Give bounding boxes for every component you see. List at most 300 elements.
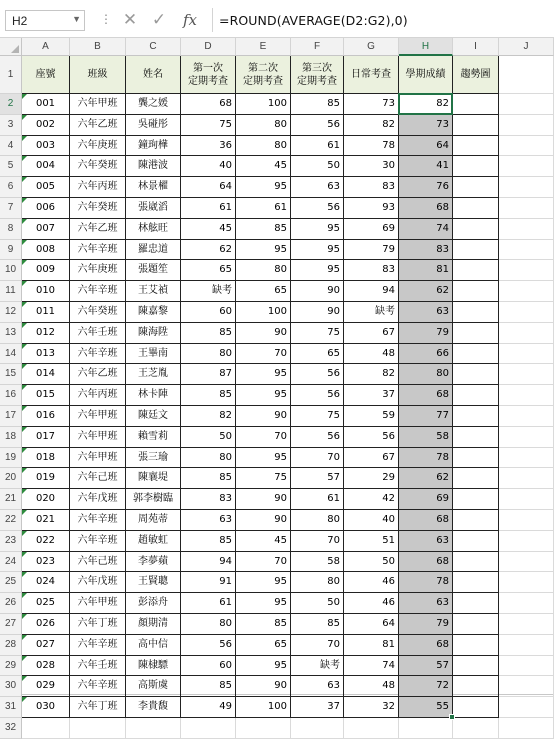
cell[interactable] xyxy=(499,614,554,635)
data-cell[interactable]: 83 xyxy=(344,177,399,198)
grade-cell[interactable]: 79 xyxy=(399,323,453,344)
cell[interactable] xyxy=(499,572,554,593)
row-header-19[interactable]: 19 xyxy=(0,448,22,469)
data-cell[interactable]: 93 xyxy=(344,198,399,219)
data-cell[interactable]: 60 xyxy=(181,656,236,677)
grade-cell[interactable]: 63 xyxy=(399,593,453,614)
fill-handle[interactable] xyxy=(449,714,455,720)
data-cell[interactable]: 63 xyxy=(291,177,344,198)
data-cell[interactable]: 56 xyxy=(291,385,344,406)
grade-cell[interactable]: 68 xyxy=(399,552,453,573)
grade-cell[interactable]: 64 xyxy=(399,136,453,157)
sparkline-cell[interactable] xyxy=(453,115,499,136)
data-cell[interactable]: 85 xyxy=(291,614,344,635)
cell[interactable] xyxy=(499,302,554,323)
cell[interactable] xyxy=(499,489,554,510)
data-cell[interactable]: 56 xyxy=(291,364,344,385)
data-cell[interactable]: 95 xyxy=(236,656,291,677)
chevron-down-icon[interactable]: ▼ xyxy=(72,14,81,24)
row-header-3[interactable]: 3 xyxy=(0,115,22,136)
data-cell[interactable]: 張崴滔 xyxy=(126,198,181,219)
data-cell[interactable]: 六年乙班 xyxy=(70,115,126,136)
data-cell[interactable]: 95 xyxy=(236,240,291,261)
grade-cell[interactable]: 73 xyxy=(399,115,453,136)
cell[interactable] xyxy=(181,718,236,739)
data-cell[interactable]: 80 xyxy=(236,136,291,157)
cell[interactable] xyxy=(499,385,554,406)
column-header-g[interactable]: G xyxy=(344,38,399,56)
data-cell[interactable]: 80 xyxy=(291,572,344,593)
header-cell[interactable] xyxy=(399,56,453,94)
cell[interactable] xyxy=(499,697,554,718)
grade-cell[interactable]: 68 xyxy=(399,510,453,531)
sparkline-cell[interactable] xyxy=(453,198,499,219)
data-cell[interactable]: 100 xyxy=(236,697,291,718)
data-cell[interactable]: 六年甲班 xyxy=(70,427,126,448)
data-cell[interactable]: 30 xyxy=(344,156,399,177)
data-cell[interactable]: 40 xyxy=(344,510,399,531)
header-cell[interactable] xyxy=(236,56,291,94)
data-cell[interactable]: 56 xyxy=(291,115,344,136)
cell[interactable] xyxy=(499,427,554,448)
data-cell[interactable]: 020 xyxy=(22,489,70,510)
data-cell[interactable]: 40 xyxy=(181,156,236,177)
data-cell[interactable]: 008 xyxy=(22,240,70,261)
data-cell[interactable]: 014 xyxy=(22,364,70,385)
data-cell[interactable]: 95 xyxy=(236,448,291,469)
data-cell[interactable]: 70 xyxy=(291,531,344,552)
row-header-14[interactable]: 14 xyxy=(0,344,22,365)
data-cell[interactable]: 64 xyxy=(181,177,236,198)
data-cell[interactable]: 46 xyxy=(344,572,399,593)
sparkline-cell[interactable] xyxy=(453,552,499,573)
data-cell[interactable]: 46 xyxy=(344,593,399,614)
data-cell[interactable]: 48 xyxy=(344,344,399,365)
formula-input[interactable] xyxy=(212,8,552,32)
fx-icon[interactable]: fx xyxy=(182,11,197,29)
row-header-23[interactable]: 23 xyxy=(0,531,22,552)
data-cell[interactable]: 90 xyxy=(236,510,291,531)
data-cell[interactable]: 六年丙班 xyxy=(70,385,126,406)
data-cell[interactable]: 36 xyxy=(181,136,236,157)
data-cell[interactable]: 六年辛班 xyxy=(70,240,126,261)
grade-cell[interactable]: 72 xyxy=(399,676,453,697)
grade-cell[interactable]: 81 xyxy=(399,260,453,281)
grade-cell[interactable]: 77 xyxy=(399,406,453,427)
grade-cell[interactable]: 62 xyxy=(399,281,453,302)
data-cell[interactable]: 63 xyxy=(181,510,236,531)
check-icon[interactable]: ✓ xyxy=(151,10,167,30)
data-cell[interactable]: 鐘珣樺 xyxy=(126,136,181,157)
cell[interactable] xyxy=(499,552,554,573)
sparkline-cell[interactable] xyxy=(453,240,499,261)
row-header-22[interactable]: 22 xyxy=(0,510,22,531)
row-header-20[interactable]: 20 xyxy=(0,468,22,489)
data-cell[interactable]: 95 xyxy=(291,240,344,261)
cell[interactable] xyxy=(499,156,554,177)
data-cell[interactable]: 80 xyxy=(181,448,236,469)
sparkline-cell[interactable] xyxy=(453,614,499,635)
data-cell[interactable]: 006 xyxy=(22,198,70,219)
data-cell[interactable]: 56 xyxy=(291,427,344,448)
data-cell[interactable]: 70 xyxy=(291,448,344,469)
data-cell[interactable]: 016 xyxy=(22,406,70,427)
data-cell[interactable]: 75 xyxy=(291,406,344,427)
cell[interactable] xyxy=(499,656,554,677)
data-cell[interactable]: 94 xyxy=(181,552,236,573)
sparkline-cell[interactable] xyxy=(453,448,499,469)
data-cell[interactable]: 37 xyxy=(344,385,399,406)
data-cell[interactable]: 85 xyxy=(291,94,344,115)
data-cell[interactable]: 022 xyxy=(22,531,70,552)
data-cell[interactable]: 六年癸班 xyxy=(70,198,126,219)
row-header-31[interactable]: 31 xyxy=(0,697,22,718)
data-cell[interactable]: 六年丁班 xyxy=(70,697,126,718)
data-cell[interactable]: 吳碰彤 xyxy=(126,115,181,136)
cell[interactable] xyxy=(499,94,554,115)
data-cell[interactable]: 024 xyxy=(22,572,70,593)
data-cell[interactable]: 83 xyxy=(181,489,236,510)
data-cell[interactable]: 六年壬班 xyxy=(70,656,126,677)
data-cell[interactable]: 95 xyxy=(236,177,291,198)
data-cell[interactable]: 王艾禎 xyxy=(126,281,181,302)
data-cell[interactable]: 018 xyxy=(22,448,70,469)
cancel-icon[interactable]: ✕ xyxy=(122,10,138,30)
data-cell[interactable]: 45 xyxy=(236,531,291,552)
sparkline-cell[interactable] xyxy=(453,656,499,677)
data-cell[interactable]: 74 xyxy=(344,656,399,677)
grade-cell[interactable]: 57 xyxy=(399,656,453,677)
column-header-h[interactable]: H xyxy=(399,38,453,56)
data-cell[interactable]: 56 xyxy=(291,198,344,219)
data-cell[interactable]: 61 xyxy=(291,136,344,157)
row-header-28[interactable]: 28 xyxy=(0,635,22,656)
data-cell[interactable]: 六年癸班 xyxy=(70,302,126,323)
data-cell[interactable]: 007 xyxy=(22,219,70,240)
cell[interactable] xyxy=(499,177,554,198)
data-cell[interactable]: 90 xyxy=(236,406,291,427)
data-cell[interactable]: 王畢南 xyxy=(126,344,181,365)
data-cell[interactable]: 82 xyxy=(181,406,236,427)
grade-cell[interactable]: 41 xyxy=(399,156,453,177)
data-cell[interactable]: 79 xyxy=(344,240,399,261)
data-cell[interactable]: 95 xyxy=(236,385,291,406)
data-cell[interactable]: 025 xyxy=(22,593,70,614)
data-cell[interactable]: 91 xyxy=(181,572,236,593)
cell[interactable] xyxy=(399,718,453,739)
cell[interactable] xyxy=(70,718,126,739)
data-cell[interactable]: 67 xyxy=(344,448,399,469)
data-cell[interactable]: 王芝胤 xyxy=(126,364,181,385)
column-header-c[interactable]: C xyxy=(126,38,181,56)
row-header-4[interactable]: 4 xyxy=(0,136,22,157)
row-header-5[interactable]: 5 xyxy=(0,156,22,177)
data-cell[interactable]: 六年辛班 xyxy=(70,510,126,531)
data-cell[interactable]: 六年甲班 xyxy=(70,406,126,427)
data-cell[interactable]: 85 xyxy=(181,323,236,344)
data-cell[interactable]: 57 xyxy=(291,468,344,489)
data-cell[interactable]: 82 xyxy=(344,364,399,385)
grade-cell[interactable]: 55 xyxy=(399,697,453,718)
data-cell[interactable]: 029 xyxy=(22,676,70,697)
sparkline-cell[interactable] xyxy=(453,635,499,656)
data-cell[interactable]: 023 xyxy=(22,552,70,573)
data-cell[interactable]: 56 xyxy=(181,635,236,656)
data-cell[interactable]: 50 xyxy=(344,552,399,573)
data-cell[interactable]: 50 xyxy=(291,593,344,614)
data-cell[interactable]: 61 xyxy=(291,489,344,510)
column-header-j[interactable]: J xyxy=(499,38,554,56)
data-cell[interactable]: 彭添舟 xyxy=(126,593,181,614)
data-cell[interactable]: 001 xyxy=(22,94,70,115)
grade-cell[interactable]: 78 xyxy=(399,448,453,469)
data-cell[interactable]: 六年戊班 xyxy=(70,572,126,593)
sparkline-cell[interactable] xyxy=(453,344,499,365)
data-cell[interactable]: 六年庚班 xyxy=(70,260,126,281)
cell[interactable] xyxy=(499,115,554,136)
data-cell[interactable]: 六年庚班 xyxy=(70,136,126,157)
cell[interactable] xyxy=(344,718,399,739)
sparkline-cell[interactable] xyxy=(453,510,499,531)
data-cell[interactable]: 80 xyxy=(236,115,291,136)
cell[interactable] xyxy=(499,468,554,489)
data-cell[interactable]: 六年辛班 xyxy=(70,676,126,697)
data-cell[interactable]: 周苑蒂 xyxy=(126,510,181,531)
data-cell[interactable]: 張三瑜 xyxy=(126,448,181,469)
data-cell[interactable]: 趙敏虹 xyxy=(126,531,181,552)
data-cell[interactable]: 005 xyxy=(22,177,70,198)
sparkline-cell[interactable] xyxy=(453,697,499,718)
data-cell[interactable]: 65 xyxy=(291,344,344,365)
data-cell[interactable]: 陳海陞 xyxy=(126,323,181,344)
data-cell[interactable]: 011 xyxy=(22,302,70,323)
data-cell[interactable]: 缺考 xyxy=(291,656,344,677)
data-cell[interactable]: 85 xyxy=(181,531,236,552)
grade-cell[interactable]: 68 xyxy=(399,635,453,656)
row-header-29[interactable]: 29 xyxy=(0,656,22,677)
column-header-f[interactable]: F xyxy=(291,38,344,56)
cell[interactable] xyxy=(499,364,554,385)
data-cell[interactable]: 028 xyxy=(22,656,70,677)
header-cell[interactable] xyxy=(181,56,236,94)
row-header-11[interactable]: 11 xyxy=(0,281,22,302)
data-cell[interactable]: 85 xyxy=(181,676,236,697)
data-cell[interactable]: 67 xyxy=(344,323,399,344)
data-cell[interactable]: 50 xyxy=(181,427,236,448)
data-cell[interactable]: 90 xyxy=(291,302,344,323)
data-cell[interactable]: 012 xyxy=(22,323,70,344)
row-header-6[interactable]: 6 xyxy=(0,177,22,198)
data-cell[interactable]: 73 xyxy=(344,94,399,115)
data-cell[interactable]: 90 xyxy=(236,676,291,697)
row-header-10[interactable]: 10 xyxy=(0,260,22,281)
cell[interactable] xyxy=(499,240,554,261)
data-cell[interactable]: 59 xyxy=(344,406,399,427)
data-cell[interactable]: 58 xyxy=(291,552,344,573)
data-cell[interactable]: 六年甲班 xyxy=(70,593,126,614)
data-cell[interactable]: 70 xyxy=(236,344,291,365)
data-cell[interactable]: 32 xyxy=(344,697,399,718)
data-cell[interactable]: 賴雪莉 xyxy=(126,427,181,448)
data-cell[interactable]: 六年己班 xyxy=(70,468,126,489)
sparkline-cell[interactable] xyxy=(453,489,499,510)
data-cell[interactable]: 83 xyxy=(344,260,399,281)
sparkline-cell[interactable] xyxy=(453,177,499,198)
sparkline-cell[interactable] xyxy=(453,406,499,427)
cell[interactable] xyxy=(499,593,554,614)
cell[interactable] xyxy=(499,260,554,281)
data-cell[interactable]: 林景櫂 xyxy=(126,177,181,198)
data-cell[interactable]: 004 xyxy=(22,156,70,177)
data-cell[interactable]: 42 xyxy=(344,489,399,510)
data-cell[interactable]: 026 xyxy=(22,614,70,635)
grade-cell[interactable]: 82 xyxy=(399,94,453,115)
data-cell[interactable]: 100 xyxy=(236,302,291,323)
data-cell[interactable]: 缺考 xyxy=(344,302,399,323)
data-cell[interactable]: 015 xyxy=(22,385,70,406)
data-cell[interactable]: 顏期清 xyxy=(126,614,181,635)
data-cell[interactable]: 65 xyxy=(236,635,291,656)
row-header-25[interactable]: 25 xyxy=(0,572,22,593)
grade-cell[interactable]: 63 xyxy=(399,531,453,552)
data-cell[interactable]: 90 xyxy=(236,489,291,510)
data-cell[interactable]: 六年辛班 xyxy=(70,531,126,552)
data-cell[interactable]: 陳嘉黎 xyxy=(126,302,181,323)
data-cell[interactable]: 70 xyxy=(291,635,344,656)
data-cell[interactable]: 75 xyxy=(236,468,291,489)
data-cell[interactable]: 六年辛班 xyxy=(70,635,126,656)
grade-cell[interactable]: 68 xyxy=(399,385,453,406)
data-cell[interactable]: 95 xyxy=(291,260,344,281)
column-header-e[interactable]: E xyxy=(236,38,291,56)
grade-cell[interactable]: 79 xyxy=(399,614,453,635)
data-cell[interactable]: 六年戊班 xyxy=(70,489,126,510)
data-cell[interactable]: 高斯虞 xyxy=(126,676,181,697)
data-cell[interactable]: 陳廷文 xyxy=(126,406,181,427)
data-cell[interactable]: 78 xyxy=(344,136,399,157)
row-header-32[interactable]: 32 xyxy=(0,718,22,739)
sparkline-cell[interactable] xyxy=(453,427,499,448)
cell[interactable] xyxy=(499,718,554,739)
sparkline-cell[interactable] xyxy=(453,302,499,323)
data-cell[interactable]: 80 xyxy=(236,260,291,281)
row-header-12[interactable]: 12 xyxy=(0,302,22,323)
cell[interactable] xyxy=(499,676,554,697)
data-cell[interactable]: 缺考 xyxy=(181,281,236,302)
data-cell[interactable]: 95 xyxy=(236,572,291,593)
data-cell[interactable]: 61 xyxy=(181,198,236,219)
data-cell[interactable]: 009 xyxy=(22,260,70,281)
sparkline-cell[interactable] xyxy=(453,156,499,177)
sparkline-cell[interactable] xyxy=(453,531,499,552)
header-cell[interactable] xyxy=(126,56,181,94)
row-header-13[interactable]: 13 xyxy=(0,323,22,344)
data-cell[interactable]: 六年癸班 xyxy=(70,156,126,177)
row-header-21[interactable]: 21 xyxy=(0,489,22,510)
row-header-15[interactable]: 15 xyxy=(0,364,22,385)
row-header-26[interactable]: 26 xyxy=(0,593,22,614)
cell[interactable] xyxy=(126,718,181,739)
grade-cell[interactable]: 74 xyxy=(399,219,453,240)
data-cell[interactable]: 六年丙班 xyxy=(70,177,126,198)
row-header-16[interactable]: 16 xyxy=(0,385,22,406)
data-cell[interactable]: 李貴馥 xyxy=(126,697,181,718)
data-cell[interactable]: 70 xyxy=(236,552,291,573)
data-cell[interactable]: 65 xyxy=(181,260,236,281)
data-cell[interactable]: 100 xyxy=(236,94,291,115)
cell[interactable] xyxy=(499,219,554,240)
row-header-9[interactable]: 9 xyxy=(0,240,22,261)
row-header-27[interactable]: 27 xyxy=(0,614,22,635)
data-cell[interactable]: 81 xyxy=(344,635,399,656)
sparkline-cell[interactable] xyxy=(453,676,499,697)
cell[interactable] xyxy=(499,635,554,656)
data-cell[interactable]: 027 xyxy=(22,635,70,656)
cell[interactable] xyxy=(499,323,554,344)
data-cell[interactable]: 六年壬班 xyxy=(70,323,126,344)
data-cell[interactable]: 62 xyxy=(181,240,236,261)
column-header-d[interactable]: D xyxy=(181,38,236,56)
row-header-2[interactable]: 2 xyxy=(0,94,22,115)
cell[interactable] xyxy=(499,510,554,531)
cell[interactable] xyxy=(499,406,554,427)
data-cell[interactable]: 王賢聰 xyxy=(126,572,181,593)
row-header-17[interactable]: 17 xyxy=(0,406,22,427)
data-cell[interactable]: 80 xyxy=(181,344,236,365)
data-cell[interactable]: 六年丁班 xyxy=(70,614,126,635)
data-cell[interactable]: 87 xyxy=(181,364,236,385)
data-cell[interactable]: 林卡陣 xyxy=(126,385,181,406)
data-cell[interactable]: 95 xyxy=(236,364,291,385)
grade-cell[interactable]: 68 xyxy=(399,198,453,219)
data-cell[interactable]: 37 xyxy=(291,697,344,718)
data-cell[interactable]: 六年辛班 xyxy=(70,281,126,302)
data-cell[interactable]: 90 xyxy=(291,281,344,302)
grade-cell[interactable]: 69 xyxy=(399,489,453,510)
data-cell[interactable]: 六年己班 xyxy=(70,552,126,573)
data-cell[interactable]: 80 xyxy=(291,510,344,531)
data-cell[interactable]: 45 xyxy=(236,156,291,177)
data-cell[interactable]: 61 xyxy=(236,198,291,219)
grade-cell[interactable]: 83 xyxy=(399,240,453,261)
header-cell[interactable] xyxy=(291,56,344,94)
data-cell[interactable]: 82 xyxy=(344,115,399,136)
data-cell[interactable]: 張題笙 xyxy=(126,260,181,281)
row-header-1[interactable]: 1 xyxy=(0,56,22,94)
header-cell[interactable] xyxy=(22,56,70,94)
select-all-corner[interactable] xyxy=(0,38,22,56)
data-cell[interactable]: 70 xyxy=(236,427,291,448)
data-cell[interactable]: 64 xyxy=(344,614,399,635)
data-cell[interactable]: 021 xyxy=(22,510,70,531)
column-header-i[interactable]: I xyxy=(453,38,499,56)
data-cell[interactable]: 六年乙班 xyxy=(70,364,126,385)
data-cell[interactable]: 49 xyxy=(181,697,236,718)
data-cell[interactable]: 61 xyxy=(181,593,236,614)
data-cell[interactable]: 017 xyxy=(22,427,70,448)
data-cell[interactable]: 85 xyxy=(236,219,291,240)
data-cell[interactable]: 90 xyxy=(236,323,291,344)
data-cell[interactable]: 陳棣驃 xyxy=(126,656,181,677)
cell[interactable] xyxy=(236,718,291,739)
column-header-a[interactable]: A xyxy=(22,38,70,56)
data-cell[interactable]: 63 xyxy=(291,676,344,697)
data-cell[interactable]: 六年乙班 xyxy=(70,219,126,240)
data-cell[interactable]: 95 xyxy=(291,219,344,240)
header-cell[interactable] xyxy=(70,56,126,94)
row-header-8[interactable]: 8 xyxy=(0,219,22,240)
data-cell[interactable]: 龔之媛 xyxy=(126,94,181,115)
